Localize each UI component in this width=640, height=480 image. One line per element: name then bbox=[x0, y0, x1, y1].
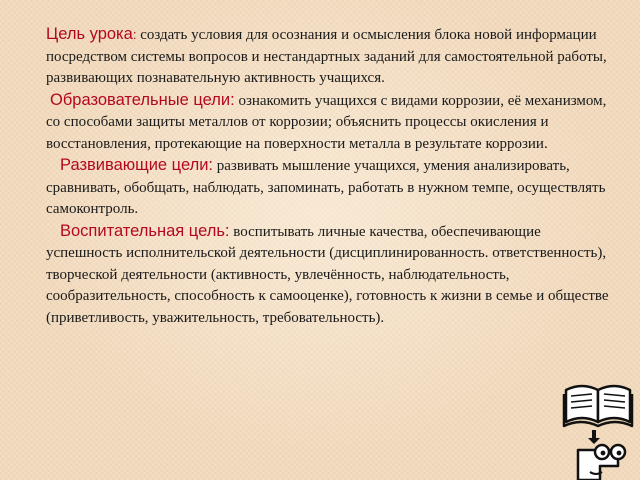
educational-goals-paragraph bbox=[46, 90, 612, 156]
lesson-goal-colon: : bbox=[132, 27, 137, 42]
educational-goals-text: ознакомить учащихся с видами коррозии, её механизмом, со способами защиты металлов от коррозии; объяснить процессы окисления и восстановления, протекающие на поверхности металла в результате коррозии. bbox=[46, 92, 607, 152]
lesson-goal-heading: Цель урока bbox=[46, 25, 133, 43]
developmental-goals-text: развивать мышление учащихся, умения анализировать, сравнивать, обобщать, наблюдать, запоминать, работать в нужном темпе, осуществлять самоконтроль. bbox=[46, 158, 606, 217]
developmental-goals-paragraph bbox=[46, 155, 612, 221]
lesson-goal-paragraph bbox=[46, 24, 612, 90]
reader-figure-icon bbox=[578, 445, 625, 480]
open-book-icon bbox=[564, 386, 632, 426]
upbringing-goal-text: воспитывать личные качества, обеспечивающие успешность исполнительской деятельности (дисциплинированность. ответственность), творческой деятельности (активность, увлечённость, наблюдательность, сообразительность, способность к самооценке), готовность к жизни в семье и обществе (приветливость, уважительность, требовательность). bbox=[46, 223, 609, 326]
arrow-down-icon bbox=[588, 430, 600, 444]
lesson-goal-text: создать условия для осознания и осмысления блока новой информации посредством системы вопросов и нестандартных заданий для самостоятельной работы, развивающих познавательную активность учащихся. bbox=[46, 27, 607, 86]
educational-goals-heading: Образовательные цели: bbox=[50, 90, 235, 109]
upbringing-goal-heading: Воспитательная цель: bbox=[60, 221, 230, 240]
lesson-goals-text bbox=[46, 24, 612, 329]
developmental-goals-heading: Развивающие цели: bbox=[60, 156, 214, 174]
book-reader-icon bbox=[560, 376, 636, 480]
upbringing-goal-paragraph bbox=[46, 221, 612, 330]
